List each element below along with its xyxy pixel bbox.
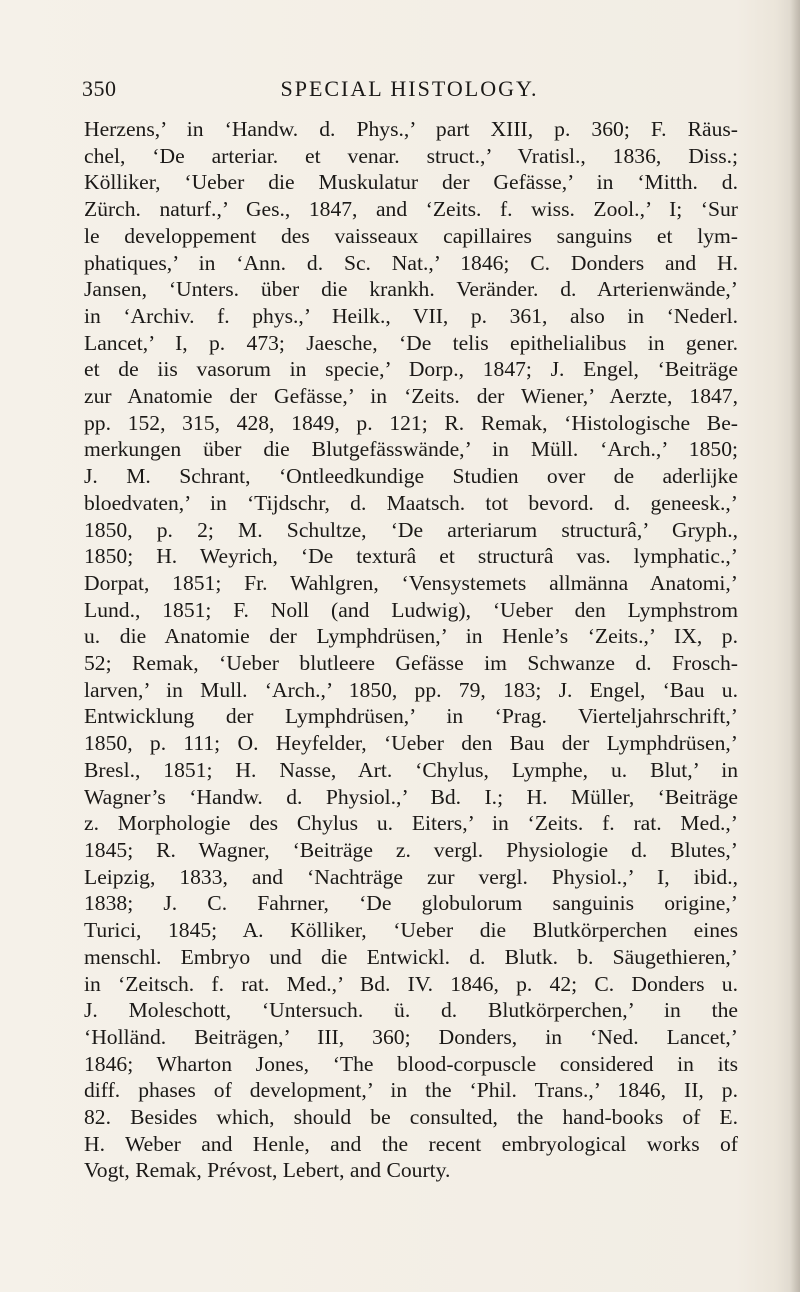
text-line: merkungen über die Blutgefässwände,’ in Müll. ‘Arch.,’ 1850; — [84, 437, 738, 462]
text-line: 1846; Wharton Jones, ‘The blood-corpuscle considered in its — [84, 1051, 738, 1076]
text-line: J. Moleschott, ‘Untersuch. ü. d. Blutkörperchen,’ in the — [84, 998, 738, 1023]
running-head: SPECIAL HISTOLOGY. — [280, 76, 539, 101]
text-line: Kölliker, ‘Ueber die Muskulatur der Gefässe,’ in ‘Mitth. d. — [84, 170, 738, 195]
text-line: et de iis vasorum in specie,’ Dorp., 1847; J. Engel, ‘Beiträge — [84, 357, 738, 382]
page-number: 350 — [82, 76, 117, 101]
text-line: Herzens,’ in ‘Handw. d. Phys.,’ part XIII, p. 360; F. Räus- — [84, 117, 738, 141]
text-line: z. Morphologie des Chylus u. Eiters,’ in ‘Zeits. f. rat. Med.,’ — [84, 811, 738, 836]
text-line: Leipzig, 1833, and ‘Nachträge zur vergl. Physiol.,’ I, ibid., — [84, 864, 738, 889]
text-line: Wagner’s ‘Handw. d. Physiol.,’ Bd. I.; H. Müller, ‘Beiträge — [84, 784, 738, 809]
text-line: Dorpat, 1851; Fr. Wahlgren, ‘Vensystemets allmänna Anatomi,’ — [84, 570, 738, 595]
text-line: 82. Besides which, should be consulted, the hand-books of E. — [84, 1105, 738, 1130]
text-line: Zürch. naturf.,’ Ges., 1847, and ‘Zeits. f. wiss. Zool.,’ I; ‘Sur — [84, 197, 738, 222]
text-line: in ‘Zeitsch. f. rat. Med.,’ Bd. IV. 1846, p. 42; C. Donders u. — [84, 971, 738, 996]
text-line: le developpement des vaisseaux capillaires sanguins et lym- — [84, 223, 738, 248]
text-line: ‘Holländ. Beiträgen,’ III, 360; Donders, in ‘Ned. Lancet,’ — [84, 1024, 738, 1049]
text-line: 1845; R. Wagner, ‘Beiträge z. vergl. Physiologie d. Blutes,’ — [84, 837, 738, 862]
page-header — [82, 76, 737, 106]
text-line: 1850, p. 111; O. Heyfelder, ‘Ueber den Bau der Lymphdrüsen,’ — [84, 731, 738, 756]
text-line: Bresl., 1851; H. Nasse, Art. ‘Chylus, Lymphe, u. Blut,’ in — [84, 757, 738, 782]
text-line: 52; Remak, ‘Ueber blutleere Gefässe im Schwanze d. Frosch- — [84, 651, 738, 676]
text-line: u. die Anatomie der Lymphdrüsen,’ in Henle’s ‘Zeits.,’ IX, p. — [84, 624, 738, 649]
text-line: bloedvaten,’ in ‘Tijdschr, d. Maatsch. tot bevord. d. geneesk.,’ — [84, 490, 738, 515]
text-line: phatiques,’ in ‘Ann. d. Sc. Nat.,’ 1846; C. Donders and H. — [84, 250, 738, 275]
bibliography-paragraph — [84, 116, 738, 1184]
text-line: chel, ‘De arteriar. et venar. struct.,’ Vratisl., 1836, Diss.; — [84, 143, 738, 168]
text-line: menschl. Embryo und die Entwickl. d. Blutk. b. Säugethieren,’ — [84, 944, 738, 969]
text-line: 1838; J. C. Fahrner, ‘De globulorum sanguinis origine,’ — [84, 891, 738, 916]
text-line: 1850, p. 2; M. Schultze, ‘De arteriarum structurâ,’ Gryph., — [84, 517, 738, 542]
text-line: Entwicklung der Lymphdrüsen,’ in ‘Prag. Vierteljahrschrift,’ — [84, 704, 738, 729]
page-edge-shadow — [790, 0, 800, 1292]
text-line: in ‘Archiv. f. phys.,’ Heilk., VII, p. 361, also in ‘Nederl. — [84, 303, 738, 328]
text-line: Turici, 1845; A. Kölliker, ‘Ueber die Blutkörperchen eines — [84, 918, 738, 943]
text-line: Lund., 1851; F. Noll (and Ludwig), ‘Ueber den Lymphstrom — [84, 597, 738, 622]
text-line: Lancet,’ I, p. 473; Jaesche, ‘De telis epithelialibus in gener. — [84, 330, 738, 355]
text-line: J. M. Schrant, ‘Ontleedkundige Studien over de aderlijke — [84, 464, 738, 489]
text-line: zur Anatomie der Gefässe,’ in ‘Zeits. der Wiener,’ Aerzte, 1847, — [84, 384, 738, 409]
text-line: Jansen, ‘Unters. über die krankh. Veränder. d. Arterienwände,’ — [84, 277, 738, 302]
text-line: larven,’ in Mull. ‘Arch.,’ 1850, pp. 79, 183; J. Engel, ‘Bau u. — [84, 677, 738, 702]
text-line: pp. 152, 315, 428, 1849, p. 121; R. Remak, ‘Histologische Be- — [84, 410, 738, 435]
text-line: diff. phases of development,’ in the ‘Phil. Trans.,’ 1846, II, p. — [84, 1078, 738, 1103]
text-line: H. Weber and Henle, and the recent embryological works of — [84, 1131, 738, 1156]
text-line: 1850; H. Weyrich, ‘De texturâ et structurâ vas. lymphatic.,’ — [84, 544, 738, 569]
text-line: Vogt, Remak, Prévost, Lebert, and Courty. — [84, 1158, 451, 1183]
